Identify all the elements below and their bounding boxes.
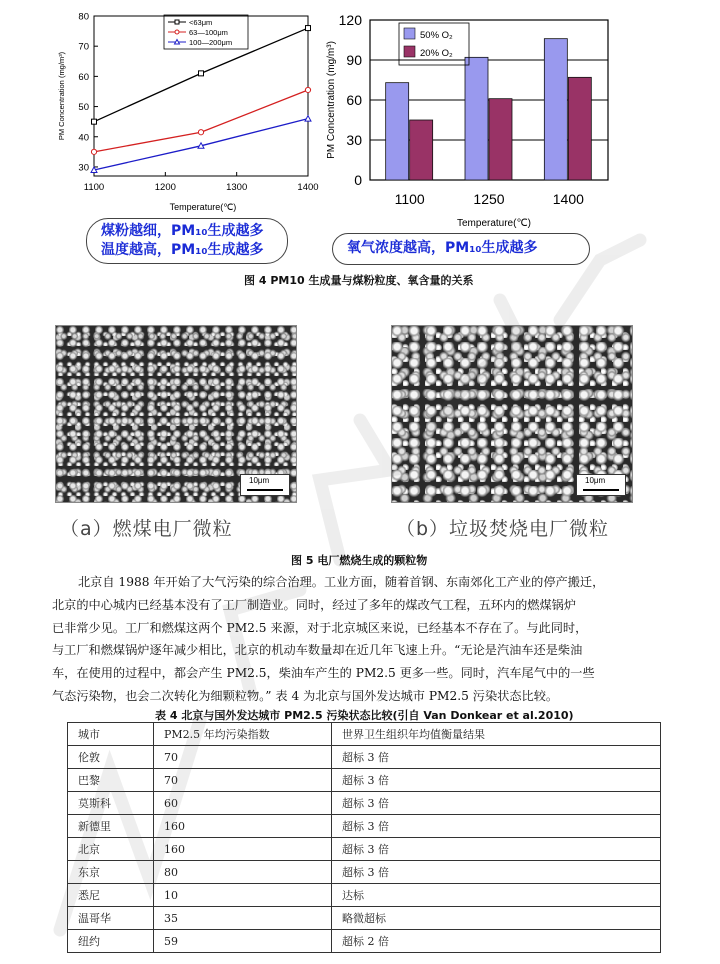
data-point: [305, 116, 311, 122]
scale-label-a: 10μm: [249, 476, 270, 485]
bar: [386, 83, 409, 180]
data-point: [199, 71, 204, 76]
figure5-label-b: （b）垃圾焚烧电厂微粒: [396, 518, 610, 540]
annotation-bubble-right: [332, 233, 590, 265]
bubble-right-text: 氧气浓度越高，PM₁₀生成越多: [347, 240, 538, 256]
data-point: [306, 26, 311, 31]
legend-label: <63μm: [189, 18, 213, 27]
table-row: [68, 769, 661, 792]
data-point: [305, 87, 310, 92]
y-axis-label: PM Concentration (mg/m³): [326, 41, 337, 159]
bubble-left-line2: 温度越高，PM₁₀生成越多: [101, 242, 264, 258]
scale-bar-a: [240, 474, 290, 496]
y-tick-label: 30: [346, 132, 362, 148]
table-row: [68, 792, 661, 815]
body-paragraph: [52, 571, 682, 708]
x-tick-label: 1400: [552, 191, 584, 207]
header-index: PM2.5 年均污染指数: [154, 723, 332, 746]
cell-city: 纽约: [68, 930, 154, 953]
bar: [544, 39, 567, 180]
cell-city: 新德里: [68, 815, 154, 838]
data-point: [92, 119, 97, 124]
cell-index: 59: [154, 930, 332, 953]
y-tick-label: 120: [338, 12, 362, 28]
cell-who-result: 超标 3 倍: [332, 792, 661, 815]
table-row: [68, 815, 661, 838]
micrograph-coal-plant: [55, 325, 297, 503]
cell-city: 悉尼: [68, 884, 154, 907]
table-row: [68, 838, 661, 861]
x-tick-label: 1100: [83, 182, 105, 193]
x-axis-label: Temperature(℃): [169, 202, 237, 212]
legend-label: 63—100μm: [189, 28, 228, 37]
figure5-caption: 图 5 电厂燃烧生成的颗粒物: [291, 554, 428, 567]
cell-city: 温哥华: [68, 907, 154, 930]
cell-who-result: 超标 2 倍: [332, 930, 661, 953]
cell-who-result: 超标 3 倍: [332, 769, 661, 792]
cell-index: 160: [154, 815, 332, 838]
y-tick-label: 0: [354, 172, 362, 188]
cell-city: 莫斯科: [68, 792, 154, 815]
paragraph-line: 已非常少见。工厂和燃煤这两个 PM2.5 来源，对于北京城区来说，已经基本不存在了。与此同时，: [52, 620, 588, 635]
bar: [489, 99, 512, 180]
x-tick-label: 1400: [297, 182, 319, 193]
x-axis-label: Temperature(℃): [456, 218, 532, 229]
y-tick-label: 40: [78, 132, 89, 144]
legend-box: [399, 23, 469, 65]
figure5-label-a: （a）燃煤电厂微粒: [60, 518, 233, 540]
cell-index: 160: [154, 838, 332, 861]
cell-who-result: 超标 3 倍: [332, 815, 661, 838]
bar: [568, 77, 591, 180]
legend-label: 100—200μm: [189, 38, 233, 47]
cell-who-result: 略微超标: [332, 907, 661, 930]
annotation-bubble-left: [86, 218, 288, 264]
x-tick-label: 1200: [154, 182, 176, 193]
data-point: [91, 149, 96, 154]
header-who-result: 世界卫生组织年均值衡量结果: [332, 723, 661, 746]
table-row: [68, 907, 661, 930]
legend-label: 20% O₂: [420, 48, 453, 59]
paragraph-line: 北京的中心城内已经基本没有了工厂制造业。同时，经过了多年的煤改气工程，五环内的燃煤锅炉: [52, 597, 577, 612]
cell-who-result: 超标 3 倍: [332, 861, 661, 884]
paragraph-line: 车，在使用的过程中，都会产生 PM2.5，柴油车产生的 PM2.5 更多一些。同时，汽车尾气中的一些: [52, 666, 595, 681]
cell-index: 70: [154, 769, 332, 792]
micrograph-waste-plant: [391, 325, 633, 503]
x-tick-label: 1300: [226, 182, 248, 193]
header-city: 城市: [68, 723, 154, 746]
x-tick-label: 1100: [394, 191, 425, 207]
x-tick-label: 1250: [473, 191, 505, 207]
paragraph-line: 与工厂和燃煤锅炉逐年减少相比，北京的机动车数量却在近几年飞速上升。“无论是汽油车还是柴油: [52, 643, 583, 658]
cell-who-result: 达标: [332, 884, 661, 907]
y-tick-label: 90: [346, 52, 362, 68]
table-row: [68, 930, 661, 953]
y-tick-label: 50: [78, 102, 89, 114]
cell-city: 巴黎: [68, 769, 154, 792]
y-tick-label: 80: [78, 11, 89, 23]
y-tick-label: 60: [78, 71, 89, 83]
cell-index: 60: [154, 792, 332, 815]
y-tick-label: 60: [346, 92, 362, 108]
table4-caption: 表 4 北京与国外发达城市 PM2.5 污染状态比较(引自 Van Donkear et al.2010): [155, 709, 574, 722]
line-chart: [40, 6, 325, 218]
cell-city: 东京: [68, 861, 154, 884]
bubble-left-line1: 煤粉越细，PM₁₀生成越多: [101, 223, 264, 239]
figure4-caption: 图 4 PM10 生成量与煤粉粒度、氧含量的关系: [244, 274, 474, 287]
bar: [410, 120, 433, 180]
bar: [465, 57, 488, 180]
y-tick-label: 70: [78, 41, 89, 53]
cell-who-result: 超标 3 倍: [332, 746, 661, 769]
paragraph-line: 北京自 1988 年开始了大气污染的综合治理。工业方面，随着首钢、东南郊化工产业的停产搬迁，: [78, 575, 605, 589]
legend-marker: [175, 30, 179, 34]
paragraph-line: 气态污染物，也会二次转化为细颗粒物。” 表 4 为北京与国外发达城市 PM2.5 污染状态比较。: [52, 688, 559, 703]
table-row: [68, 884, 661, 907]
y-axis-label: PM Concentration (mg/m³): [57, 51, 66, 141]
cell-index: 10: [154, 884, 332, 907]
legend-marker: [175, 20, 179, 24]
table-row: [68, 746, 661, 769]
bar-chart: [322, 6, 628, 230]
cell-city: 伦敦: [68, 746, 154, 769]
cell-index: 35: [154, 907, 332, 930]
cell-index: 80: [154, 861, 332, 884]
table-row: [68, 861, 661, 884]
cell-who-result: 超标 3 倍: [332, 838, 661, 861]
legend-label: 50% O₂: [420, 30, 453, 41]
data-point: [198, 130, 203, 135]
cell-index: 70: [154, 746, 332, 769]
pm25-table: [67, 722, 661, 953]
scale-bar-b: [576, 474, 626, 496]
table-header-row: [68, 723, 661, 746]
legend-marker: [175, 40, 180, 45]
scale-label-b: 10μm: [585, 476, 606, 485]
y-tick-label: 30: [78, 162, 89, 174]
cell-city: 北京: [68, 838, 154, 861]
